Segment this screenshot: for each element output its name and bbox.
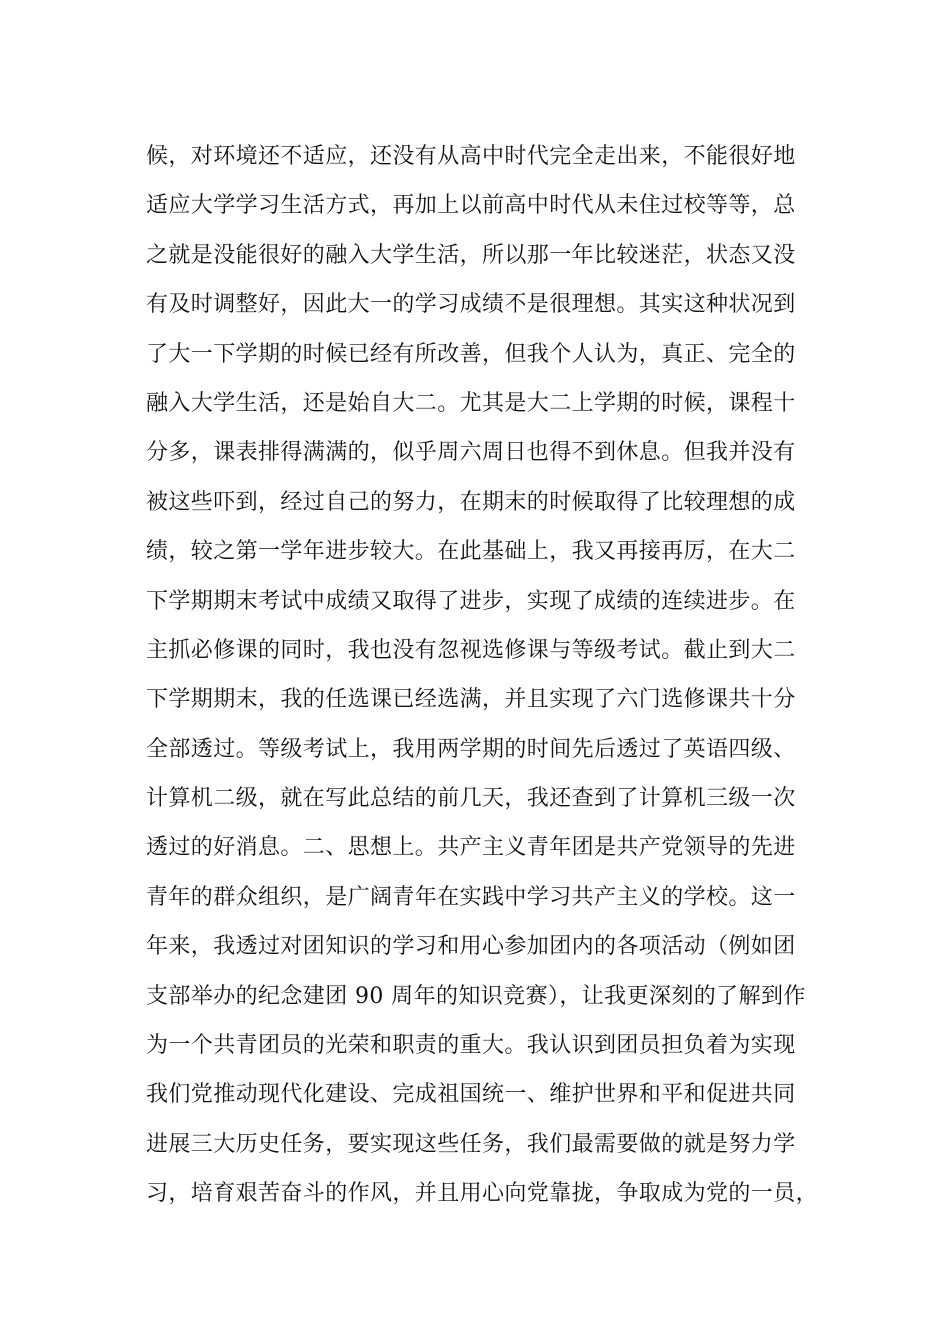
text-line: 下学期期末考试中成绩又取得了进步，实现了成绩的连续进步。在 <box>146 588 796 614</box>
text-line: 主抓必修课的同时，我也没有忽视选修课与等级考试。截止到大二 <box>146 637 796 663</box>
text-line: 我们党推动现代化建设、完成祖国统一、维护世界和平和促进共同 <box>146 1082 796 1108</box>
text-line: 有及时调整好，因此大一的学习成绩不是很理想。其实这种状况到 <box>146 292 796 318</box>
text-line: 年来，我透过对团知识的学习和用心参加团内的各项活动（例如团 <box>146 934 796 960</box>
text-line: 融入大学生活，还是始自大二。尤其是大二上学期的时候，课程十 <box>146 390 796 416</box>
text-line: 为一个共青团员的光荣和职责的重大。我认识到团员担负着为实现 <box>146 1033 796 1059</box>
body-text <box>146 132 826 1219</box>
text-line: 青年的群众组织，是广阔青年在实践中学习共产主义的学校。这一 <box>146 884 796 910</box>
text-line: 分多，课表排得满满的，似乎周六周日也得不到休息。但我并没有 <box>146 440 796 466</box>
text-line: 之就是没能很好的融入大学生活，所以那一年比较迷茫，状态又没 <box>146 242 796 268</box>
text-line: 了大一下学期的时候已经有所改善，但我个人认为，真正、完全的 <box>146 341 796 367</box>
text-line: 习，培育艰苦奋斗的作风，并且用心向党靠拢，争取成为党的一员， <box>146 1181 819 1207</box>
text-line: 适应大学学习生活方式，再加上以前高中时代从未住过校等等，总 <box>146 193 796 219</box>
text-line: 被这些吓到，经过自己的努力，在期末的时候取得了比较理想的成 <box>146 489 796 515</box>
text-line: 全部透过。等级考试上，我用两学期的时间先后透过了英语四级、 <box>146 736 796 762</box>
text-line: 下学期期末，我的任选课已经选满，并且实现了六门选修课共十分 <box>146 687 796 713</box>
text-line: 计算机二级，就在写此总结的前几天，我还查到了计算机三级一次 <box>146 786 796 812</box>
text-line: 候，对环境还不适应，还没有从高中时代完全走出来，不能很好地 <box>146 144 796 169</box>
text-line: 支部举办的纪念建团 90 周年的知识竞赛），让我更深刻的了解到作 <box>146 983 806 1009</box>
text-line: 进展三大历史任务，要实现这些任务，我们最需要做的就是努力学 <box>146 1131 796 1157</box>
text-line: 绩，较之第一学年进步较大。在此基础上，我又再接再厉，在大二 <box>146 539 796 565</box>
text-line: 透过的好消息。二、思想上。共产主义青年团是共产党领导的先进 <box>146 835 796 861</box>
